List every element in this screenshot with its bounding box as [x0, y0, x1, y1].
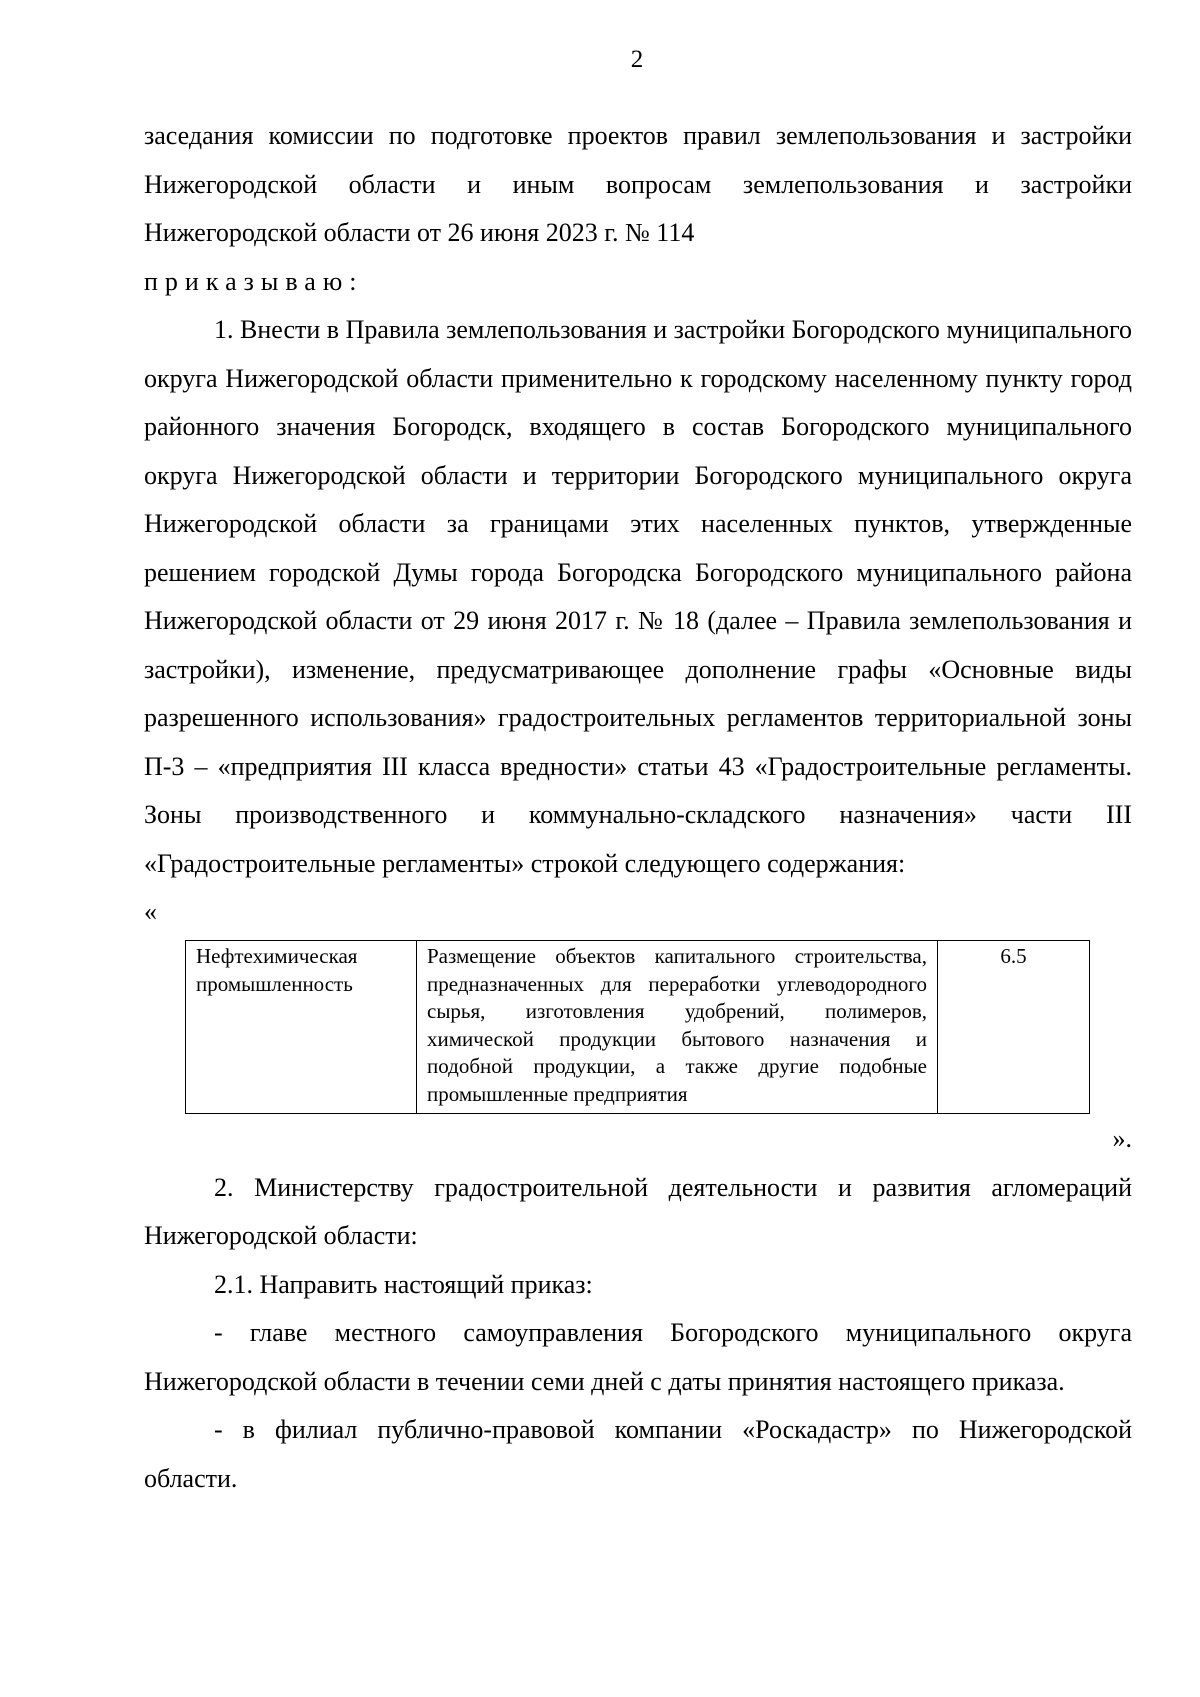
regulation-table — [185, 940, 1090, 1114]
use-type-code-cell: 6.5 — [938, 941, 1090, 1114]
use-type-description-cell: Размещение объектов капитального строительства, предназначенных для переработки углеводородного сырья, изготовления удобрений, полимеров, химической продукции бытового назначения и подобной продукции, а также другие подобные промышленные предприятия — [417, 941, 938, 1114]
bullet-1-paragraph: - главе местного самоуправления Богородского муниципального округа Нижегородской области в течении семи дней с даты принятия настоящего приказа. — [144, 1318, 1132, 1396]
bullet-2-paragraph: - в филиал публично-правовой компании «Роскадастр» по Нижегородской области. — [144, 1415, 1132, 1493]
table-row — [186, 941, 1090, 1114]
item-1-paragraph: 1. Внести в Правила землепользования и застройки Богородского муниципального округа Нижегородской области применительно к городскому населенному пункту город районного значения Богородск, входящего в состав Богородского муниципального округа Нижегородской области и территории Богородского муниципального округа Нижегородской области за границами этих населенных пунктов, утвержденные решением городской Думы города Богородска Богородского муниципального района Нижегородской области от 29 июня 2017 г. № 18 (далее – Правила землепользования и застройки), изменение, предусматривающее дополнение графы «Основные виды разрешенного использования» градостроительных регламентов территориальной зоны П-3 – «предприятия III класса вредности» статьи 43 «Градостроительные регламенты. Зоны производственного и коммунально-складского назначения» части III «Градостроительные регламенты» строкой следующего содержания: — [144, 315, 1132, 878]
regulation-table-wrapper — [185, 940, 1090, 1114]
item-2-paragraph: 2. Министерству градостроительной деятельности и развития агломераций Нижегородской области: — [144, 1172, 1132, 1251]
opening-quote-mark: « — [144, 897, 157, 926]
intro-paragraph: заседания комиссии по подготовке проектов правил землепользования и застройки Нижегородской области и иным вопросам землепользования и застройки Нижегородской области от 26 июня 2023 г. № 114 — [144, 121, 1132, 247]
document-body — [144, 112, 1132, 1503]
closing-quote-mark: ». — [1112, 1123, 1132, 1153]
item-2-1-paragraph: 2.1. Направить настоящий приказ: — [214, 1269, 593, 1299]
order-word: приказываю: — [144, 266, 364, 296]
page-number: 2 — [630, 46, 644, 73]
use-type-name-cell: Нефтехимическая промышленность — [186, 941, 417, 1114]
